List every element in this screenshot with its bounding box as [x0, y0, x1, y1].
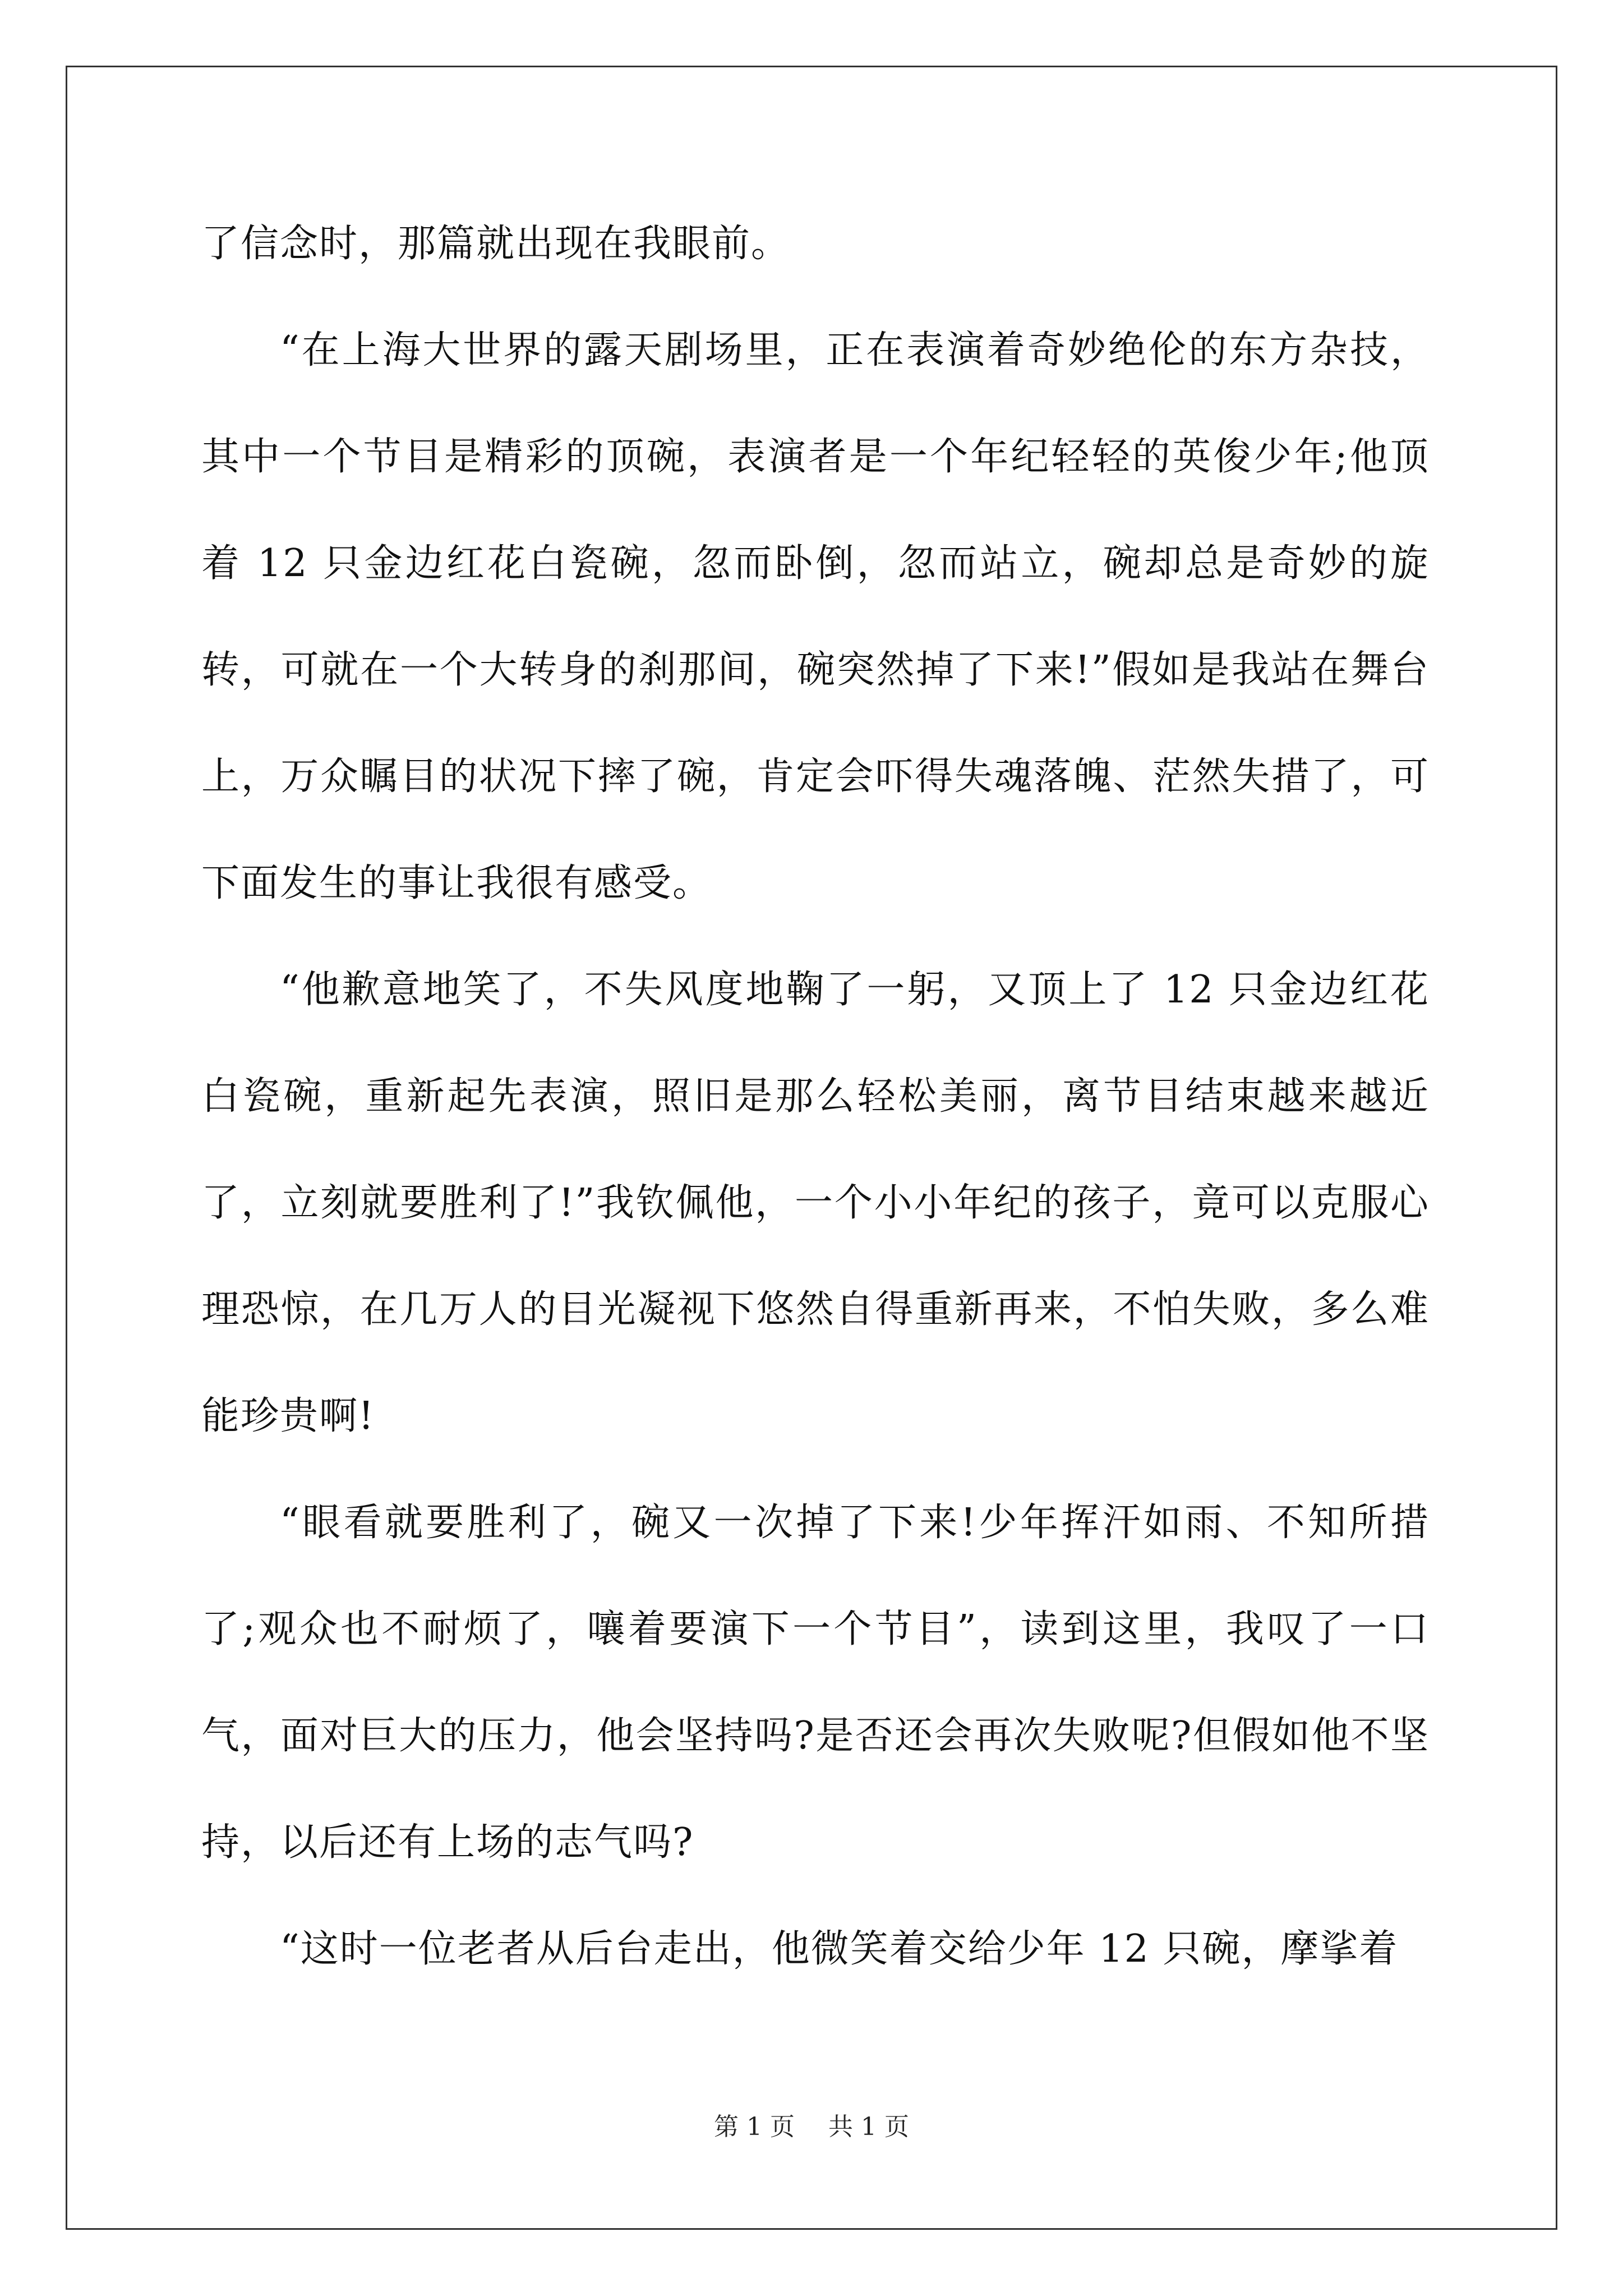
page-number-total: 共 1 页 — [828, 2113, 909, 2141]
paragraph-4: “眼看就要胜利了，碗又一次掉了下来!少年挥汗如雨、不知所措了;观众也不耐烦了，嚷着要演下一个节目”，读到这里，我叹了一口气，面对巨大的压力，他会坚持吗?是否还会再次失败呢?但假如他不坚持，以后还有上场的志气吗? — [201, 1501, 1430, 1865]
paragraph-3: “他歉意地笑了，不失风度地鞠了一躬，又顶上了 12 只金边红花白瓷碗，重新起先表演，照旧是那么轻松美丽，离节目结束越来越近了，立刻就要胜利了!”我钦佩他，一个小小年纪的孩子，竟可以克服心理恐惊，在几万人的目光凝视下悠然自得重新再来，不怕失败，多么难能珍贵啊! — [201, 968, 1430, 1438]
page-number-current: 第 1 页 — [714, 2113, 795, 2141]
paragraph-1: 了信念时，那篇就出现在我眼前。 — [201, 222, 791, 266]
page-footer — [0, 2106, 1623, 2142]
document-body — [201, 191, 1430, 2003]
paragraph-2: “在上海大世界的露天剧场里，正在表演着奇妙绝伦的东方杂技，其中一个节目是精彩的顶碗，表演者是一个年纪轻轻的英俊少年;他顶着 12 只金边红花白瓷碗，忽而卧倒，忽而站立，碗却总是奇妙的旋转，可就在一个大转身的刹那间，碗突然掉了下来!”假如是我站在舞台上，万众瞩目的状况下摔了碗，肯定会吓得失魂落魄、茫然失措了，可下面发生的事让我很有感受。 — [201, 328, 1430, 905]
paragraph-5: “这时一位老者从后台走出，他微笑着交给少年 12 只碗，摩挲着 — [280, 1927, 1399, 1971]
